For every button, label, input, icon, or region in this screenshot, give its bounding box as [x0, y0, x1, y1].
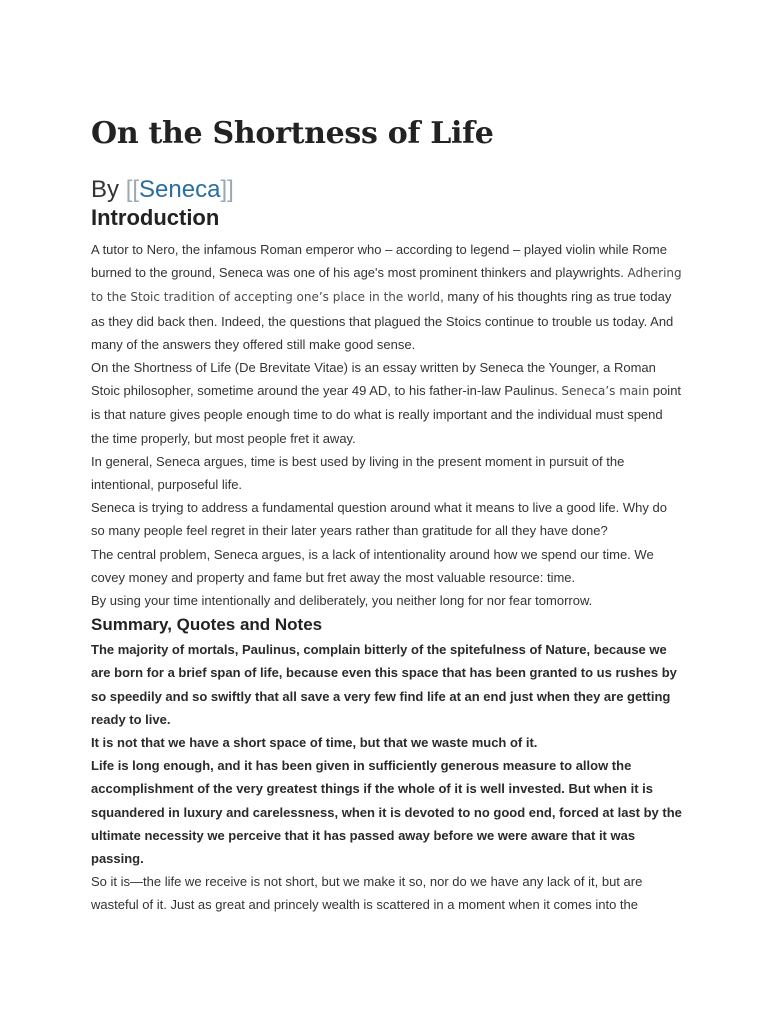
intro-paragraph-1-emphasis: Adhering to the Stoic tradition of accepting one’s place in the world — [91, 266, 682, 305]
quote-1: The majority of mortals, Paulinus, complain bitterly of the spitefulness of Nature, because we are born for a brief span of life, because even this space that has been granted to us rushes by so speedily and so swiftly that all save a very few find life at an end just when they are getting ready to live. — [91, 642, 677, 727]
intro-paragraph-5: The central problem, Seneca argues, is a lack of intentionality around how we spend our time. We covey money and property and fame but fret away the most valuable resource: time. — [91, 546, 654, 585]
open-brackets: [[ — [125, 176, 140, 203]
summary-heading: Summary, Quotes and Notes — [91, 615, 323, 635]
intro-paragraph-1 — [91, 238, 683, 356]
intro-paragraph-2-start: On the Shortness of Life (De Brevitate Vitae) is an essay written by Seneca the Younger, a Roman Stoic philosopher, sometime around the year 49 AD, to his father-in-law Paulinus. — [91, 360, 656, 399]
intro-paragraph-2-emphasis: Seneca’s main — [561, 384, 650, 399]
byline — [91, 176, 683, 204]
summary-paragraph: So it is—the life we receive is not short, but we make it so, nor do we have any lack of it, but are wasteful of it. Just as great and princely wealth is scattered in a moment when it comes into the — [91, 874, 643, 913]
introduction-heading: Introduction — [91, 205, 220, 230]
close-brackets: ]] — [220, 176, 234, 203]
intro-paragraph-1-end: , many of his thoughts ring as true today as they did back then. Indeed, the questions that plagued the Stoics continue to trouble us today. And many of the answers they offered still make good sense. — [91, 289, 674, 352]
quote-3: Life is long enough, and it has been given in sufficiently generous measure to allow the accomplishment of the very greatest things if the whole of it is well invested. But when it is squandered in luxury and carelessness, when it is devoted to no good end, forced at last by the ultimate necessity we perceive that it has passed away before we were aware that it was passing. — [91, 758, 682, 867]
intro-paragraph-3: In general, Seneca argues, time is best used by living in the present moment in pursuit of the intentional, purposeful life. — [91, 453, 625, 493]
author-link[interactable]: Seneca — [139, 176, 221, 203]
intro-paragraph-2-end: point is that nature gives people enough time to do what is really important and the individual must spend the time properly, but most people fret it away. — [91, 383, 682, 446]
byline-prefix: By — [91, 176, 126, 203]
article-body — [91, 108, 683, 917]
quote-2: It is not that we have a short space of time, but that we waste much of it. — [91, 735, 538, 751]
intro-paragraph-6: By using your time intentionally and deliberately, you neither long for nor fear tomorrow. — [91, 593, 593, 609]
intro-paragraph-2 — [91, 356, 683, 450]
intro-paragraph-4: Seneca is trying to address a fundamental question around what it means to live a good life. Why do so many people feel regret in their later years rather than gratitude for all they have done? — [91, 500, 667, 539]
page-title: On the Shortness of Life — [91, 116, 494, 151]
intro-paragraph-1-start: A tutor to Nero, the infamous Roman emperor who – according to legend – played violin while Rome burned to the ground, Seneca was one of his age's most prominent thinkers and playwrights. — [91, 242, 667, 281]
